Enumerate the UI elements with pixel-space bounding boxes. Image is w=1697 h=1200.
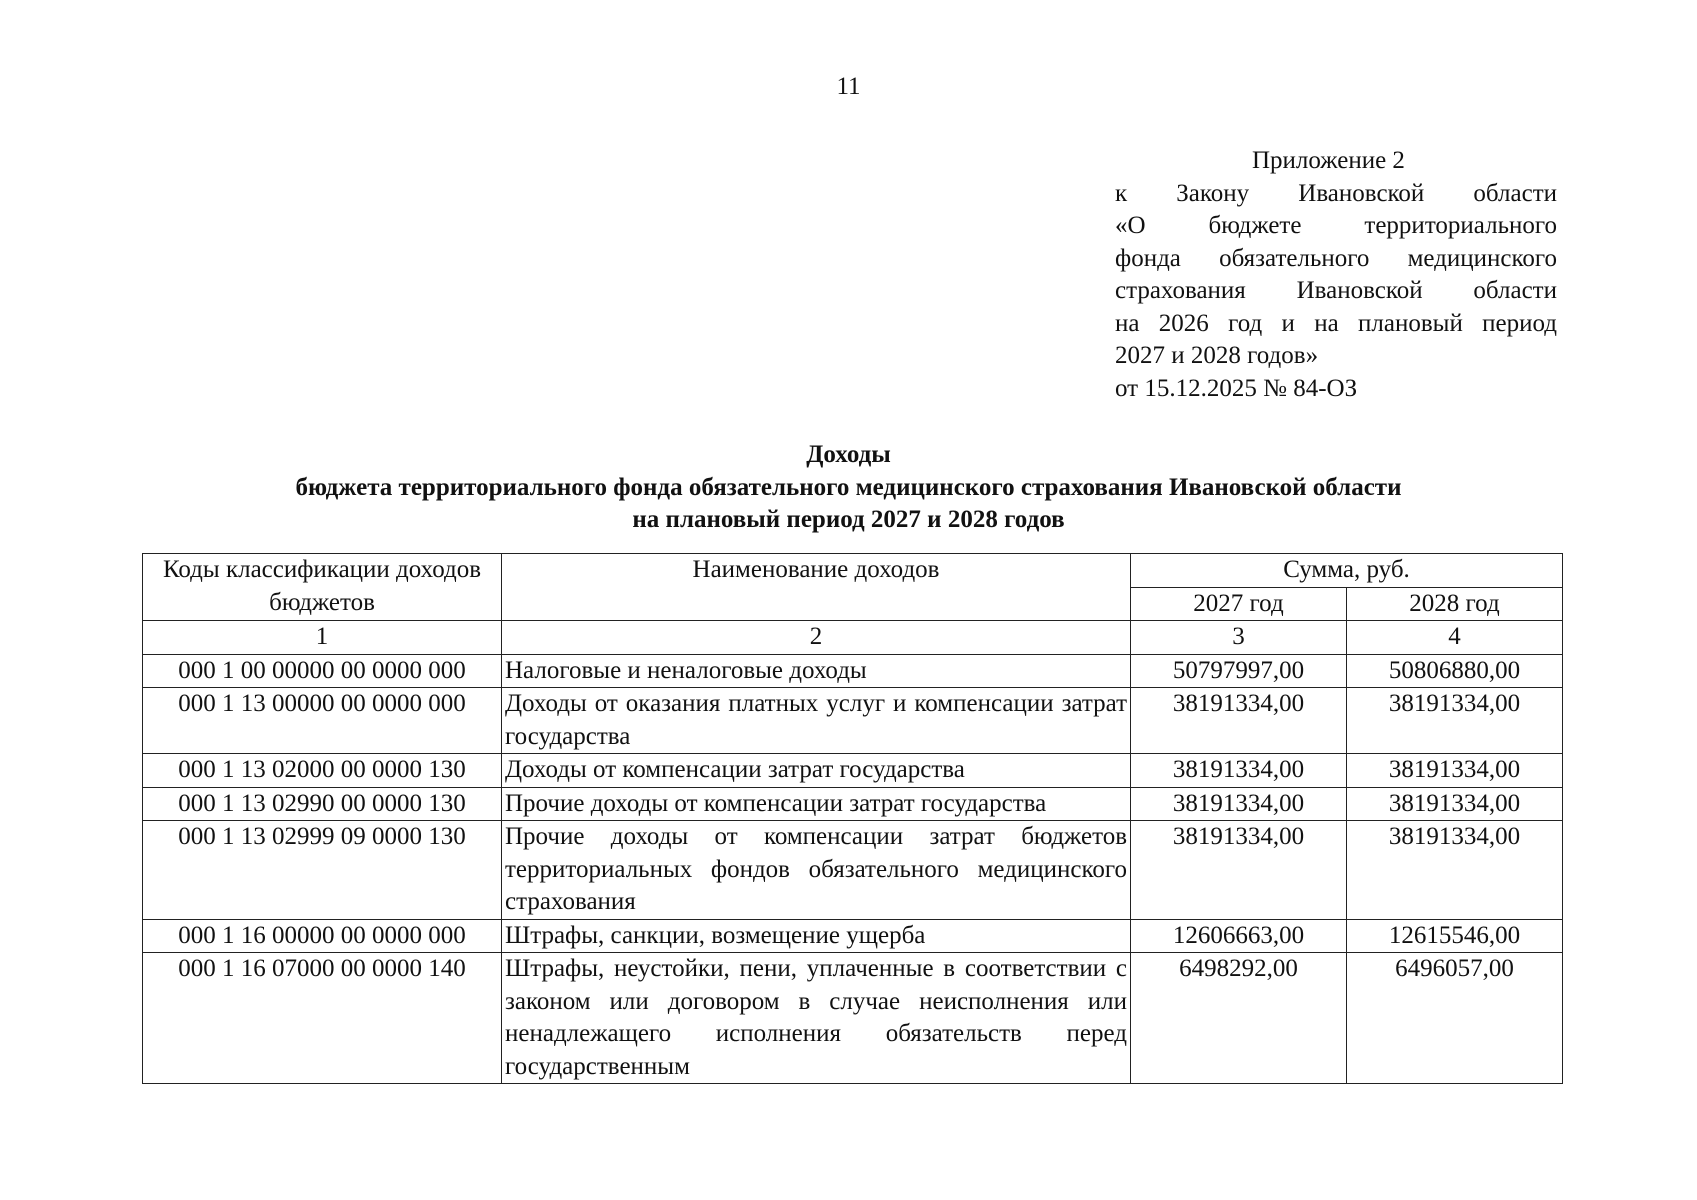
amount-2027: 50797997,00 [1131, 654, 1347, 688]
income-name: Доходы от компенсации затрат государства [502, 754, 1131, 788]
amount-2028: 38191334,00 [1347, 754, 1563, 788]
income-code: 000 1 16 00000 00 0000 000 [143, 919, 502, 953]
amount-2028: 12615546,00 [1347, 919, 1563, 953]
table-row [143, 919, 1563, 953]
title-line-3: на плановый период 2027 и 2028 годов [632, 506, 1065, 533]
income-code: 000 1 16 07000 00 0000 140 [143, 953, 502, 1084]
title-line-1: Доходы [806, 441, 891, 468]
income-table [142, 553, 1563, 1084]
annex-line: 2027 и 2028 годов» [1115, 342, 1319, 369]
table-row [143, 754, 1563, 788]
document-title [0, 439, 1697, 537]
amount-2028: 50806880,00 [1347, 654, 1563, 688]
annex-line: страхования Ивановской области [1115, 277, 1557, 304]
table-row [143, 688, 1563, 754]
amount-2028: 6496057,00 [1347, 953, 1563, 1084]
table-row [143, 787, 1563, 821]
annex-line: на 2026 год и на плановый период [1115, 309, 1557, 337]
header-row [143, 554, 1563, 588]
table-row [143, 953, 1563, 1084]
header-year-2027: 2027 год [1131, 587, 1347, 621]
amount-2027: 38191334,00 [1131, 821, 1347, 920]
header-name: Наименование доходов [502, 554, 1131, 621]
table-row [143, 821, 1563, 920]
income-code: 000 1 13 00000 00 0000 000 [143, 688, 502, 754]
income-name: Налоговые и неналоговые доходы [502, 654, 1131, 688]
column-number: 2 [502, 621, 1131, 655]
income-name: Штрафы, неустойки, пени, уплаченные в соответствии с законом или договором в случае неисполнения или ненадлежащего исполнения обязательств перед государственным [502, 953, 1131, 1084]
header-sum: Сумма, руб. [1131, 554, 1563, 588]
amount-2027: 38191334,00 [1131, 688, 1347, 754]
income-code: 000 1 00 00000 00 0000 000 [143, 654, 502, 688]
income-name: Доходы от оказания платных услуг и компенсации затрат государства [502, 688, 1131, 754]
amount-2027: 12606663,00 [1131, 919, 1347, 953]
amount-2028: 38191334,00 [1347, 688, 1563, 754]
amount-2027: 6498292,00 [1131, 953, 1347, 1084]
income-code: 000 1 13 02000 00 0000 130 [143, 754, 502, 788]
amount-2027: 38191334,00 [1131, 754, 1347, 788]
column-number-row [143, 621, 1563, 655]
income-name: Штрафы, санкции, возмещение ущерба [502, 919, 1131, 953]
amount-2028: 38191334,00 [1347, 821, 1563, 920]
annex-line: фонда обязательного медицинского [1115, 244, 1557, 272]
income-code: 000 1 13 02999 09 0000 130 [143, 821, 502, 920]
amount-2027: 38191334,00 [1131, 787, 1347, 821]
title-line-2: бюджета территориального фонда обязательного медицинского страхования Ивановской области [295, 473, 1402, 501]
income-code: 000 1 13 02990 00 0000 130 [143, 787, 502, 821]
table-row [143, 654, 1563, 688]
annex-block [1115, 145, 1557, 405]
amount-2028: 38191334,00 [1347, 787, 1563, 821]
column-number: 4 [1347, 621, 1563, 655]
annex-title: Приложение 2 [1252, 147, 1405, 174]
page-number: 11 [836, 73, 861, 100]
annex-line: от 15.12.2025 № 84-ОЗ [1115, 374, 1358, 402]
column-number: 3 [1131, 621, 1347, 655]
annex-line: к Закону Ивановской области [1115, 179, 1557, 207]
header-code: Коды классификации доходов бюджетов [143, 554, 502, 621]
header-year-2028: 2028 год [1347, 587, 1563, 621]
income-name: Прочие доходы от компенсации затрат бюджетов территориальных фондов обязательного медицинского страхования [502, 821, 1131, 920]
column-number: 1 [143, 621, 502, 655]
annex-line: «О бюджете территориального [1115, 212, 1557, 239]
income-name: Прочие доходы от компенсации затрат государства [502, 787, 1131, 821]
